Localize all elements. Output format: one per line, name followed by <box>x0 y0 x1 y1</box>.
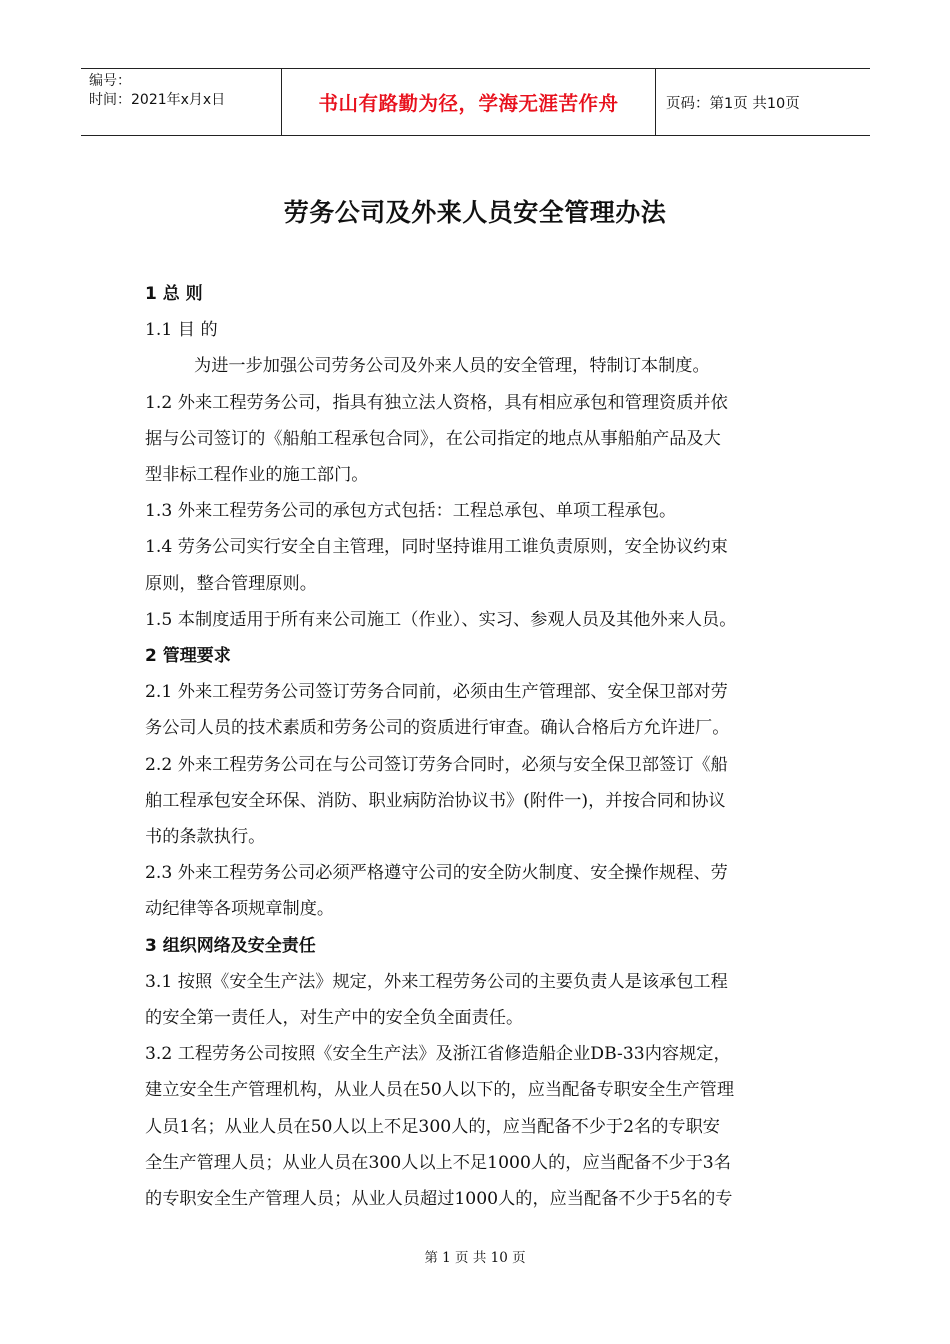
body-line: 2.3 外来工程劳务公司必须严格遵守公司的安全防火制度、安全操作规程、劳 <box>145 863 728 884</box>
page-header <box>81 68 870 136</box>
date-label: 时间：2021年x月x日 <box>89 92 226 108</box>
document-title: 劳务公司及外来人员安全管理办法 <box>283 198 667 227</box>
body-line: 1.4 劳务公司实行安全自主管理，同时坚持谁用工谁负责原则，安全协议约束 <box>145 537 728 558</box>
body-line: 3.2 工程劳务公司按照《安全生产法》及浙江省修造船企业DB-33内容规定， <box>145 1044 731 1065</box>
section-heading: 3 组织网络及安全责任 <box>145 935 316 956</box>
document-body <box>145 276 815 1217</box>
header-page-info: 页码：第1页 共10页 <box>666 95 800 112</box>
body-line: 1.3 外来工程劳务公司的承包方式包括：工程总承包、单项工程承包。 <box>145 501 677 522</box>
body-line: 原则，整合管理原则。 <box>145 573 317 594</box>
body-line: 的安全第一责任人，对生产中的安全负全面责任。 <box>145 1008 524 1029</box>
body-line: 全生产管理人员；从业人员在300人以上不足1000人的，应当配备不少于3名 <box>145 1152 731 1173</box>
page-footer: 第 1 页 共 10 页 <box>424 1250 526 1266</box>
body-line: 2.2 外来工程劳务公司在与公司签订劳务合同时，必须与安全保卫部签订《船 <box>145 754 728 775</box>
header-motto: 书山有路勤为径，学海无涯苦作舟 <box>281 69 656 135</box>
body-line: 1.2 外来工程劳务公司，指具有独立法人资格，具有相应承包和管理资质并依 <box>145 392 728 413</box>
body-line: 据与公司签订的《船舶工程承包合同》，在公司指定的地点从事船舶产品及大 <box>145 428 721 449</box>
body-line: 舶工程承包安全环保、消防、职业病防治协议书》(附件一)，并按合同和协议 <box>145 790 726 811</box>
body-line: 动纪律等各项规章制度。 <box>145 899 335 920</box>
body-line: 人员1名；从业人员在50人以上不足300人的，应当配备不少于2名的专职安 <box>145 1116 720 1137</box>
body-line: 1.1 目 的 <box>145 320 218 341</box>
body-line: 建立安全生产管理机构，从业人员在50人以下的，应当配备专职安全生产管理 <box>145 1080 735 1101</box>
section-heading: 2 管理要求 <box>145 646 231 667</box>
body-line: 3.1 按照《安全生产法》规定，外来工程劳务公司的主要负责人是该承包工程 <box>145 971 728 992</box>
section-heading: 1 总 则 <box>145 284 203 304</box>
body-line: 为进一步加强公司劳务公司及外来人员的安全管理，特制订本制度。 <box>194 356 710 377</box>
body-line: 书的条款执行。 <box>145 827 266 848</box>
body-line: 2.1 外来工程劳务公司签订劳务合同前，必须由生产管理部、安全保卫部对劳 <box>145 682 728 703</box>
number-label: 编号： <box>89 73 131 89</box>
header-meta <box>81 69 281 135</box>
body-line: 的专职安全生产管理人员；从业人员超过1000人的，应当配备不少于5名的专 <box>145 1189 733 1210</box>
body-line: 型非标工程作业的施工部门。 <box>145 465 369 486</box>
body-line: 务公司人员的技术素质和劳务公司的资质进行审查。确认合格后方允许进厂。 <box>145 718 730 739</box>
body-line: 1.5 本制度适用于所有来公司施工（作业）、实习、参观人员及其他外来人员。 <box>145 609 737 630</box>
